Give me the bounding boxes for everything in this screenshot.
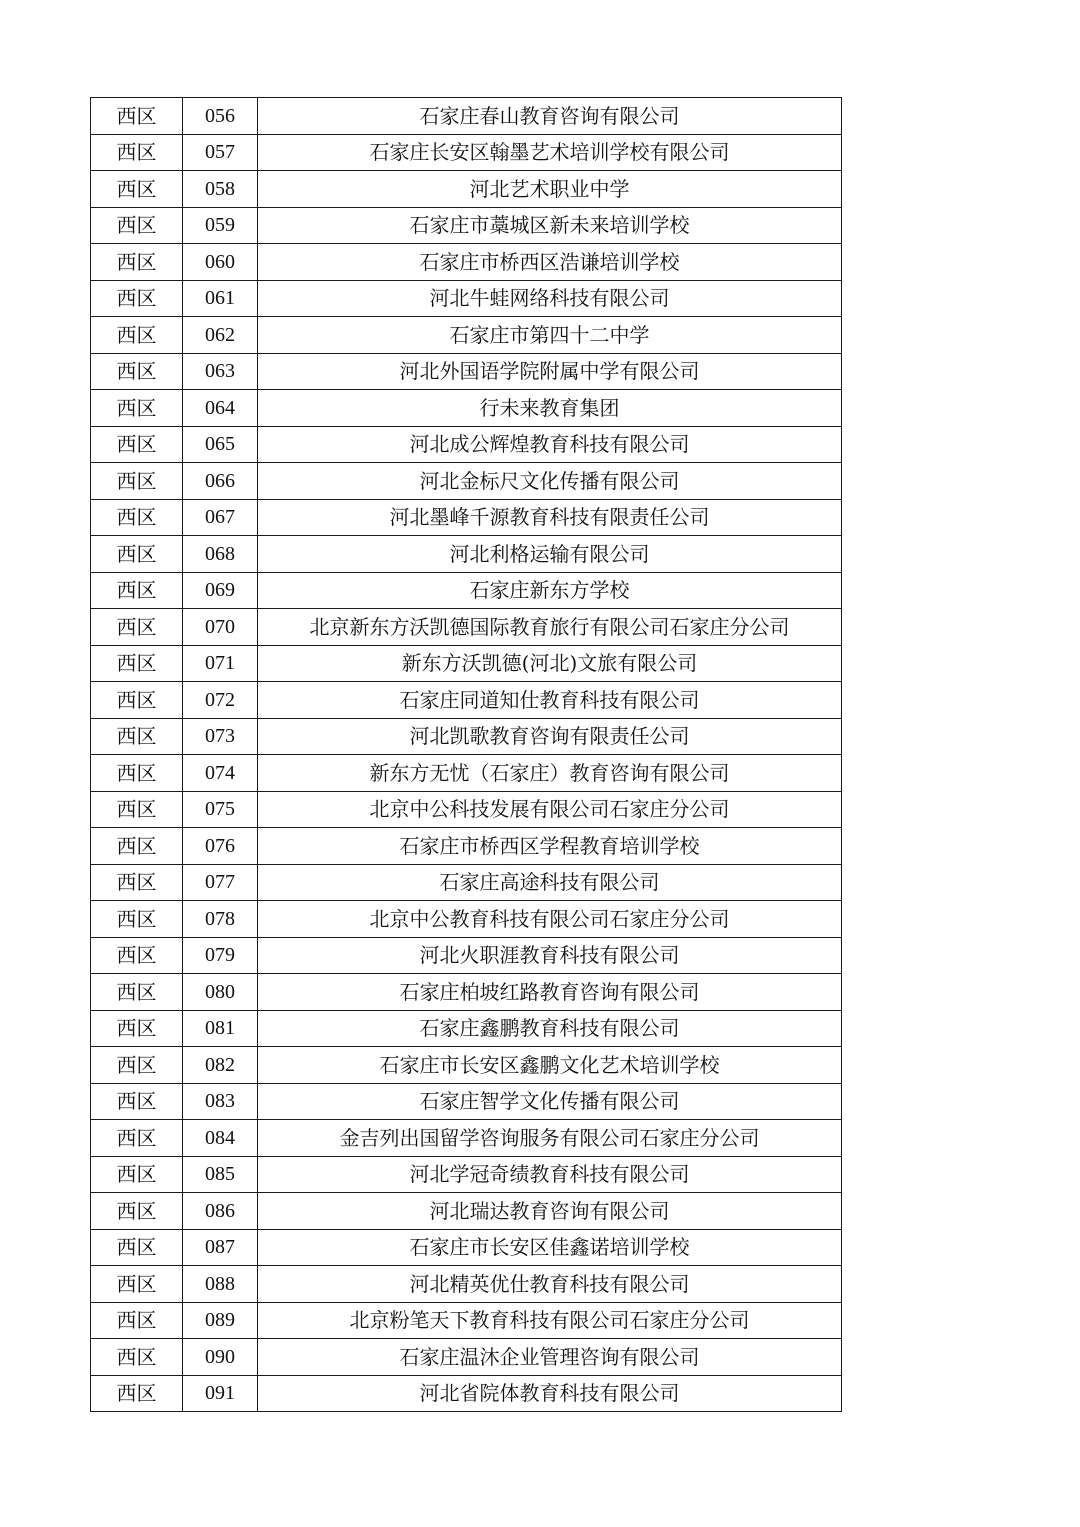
table-row [91, 426, 842, 463]
organization-name-cell: 河北成公辉煌教育科技有限公司 [258, 426, 842, 463]
district-cell: 西区 [91, 171, 183, 208]
district-cell: 西区 [91, 353, 183, 390]
district-cell: 西区 [91, 244, 183, 281]
district-cell: 西区 [91, 1339, 183, 1376]
table-row [91, 1375, 842, 1412]
district-cell: 西区 [91, 280, 183, 317]
organization-name-cell: 河北金标尺文化传播有限公司 [258, 463, 842, 500]
organization-name-cell: 河北外国语学院附属中学有限公司 [258, 353, 842, 390]
table-row [91, 828, 842, 865]
organization-name-cell: 金吉列出国留学咨询服务有限公司石家庄分公司 [258, 1120, 842, 1157]
organization-table-body [91, 98, 842, 1412]
table-row [91, 1193, 842, 1230]
district-cell: 西区 [91, 828, 183, 865]
code-cell: 085 [183, 1156, 258, 1193]
organization-name-cell: 石家庄温沐企业管理咨询有限公司 [258, 1339, 842, 1376]
table-row [91, 280, 842, 317]
table-row [91, 390, 842, 427]
code-cell: 067 [183, 499, 258, 536]
code-cell: 056 [183, 98, 258, 135]
code-cell: 091 [183, 1375, 258, 1412]
code-cell: 065 [183, 426, 258, 463]
code-cell: 087 [183, 1229, 258, 1266]
code-cell: 068 [183, 536, 258, 573]
table-row [91, 901, 842, 938]
table-row [91, 317, 842, 354]
code-cell: 081 [183, 1010, 258, 1047]
code-cell: 089 [183, 1302, 258, 1339]
table-row [91, 134, 842, 171]
district-cell: 西区 [91, 974, 183, 1011]
district-cell: 西区 [91, 645, 183, 682]
table-row [91, 353, 842, 390]
code-cell: 069 [183, 572, 258, 609]
district-cell: 西区 [91, 791, 183, 828]
code-cell: 078 [183, 901, 258, 938]
district-cell: 西区 [91, 536, 183, 573]
table-row [91, 718, 842, 755]
table-row [91, 1266, 842, 1303]
code-cell: 090 [183, 1339, 258, 1376]
organization-table [90, 97, 842, 1412]
code-cell: 075 [183, 791, 258, 828]
organization-name-cell: 石家庄春山教育咨询有限公司 [258, 98, 842, 135]
table-row [91, 791, 842, 828]
code-cell: 072 [183, 682, 258, 719]
table-row [91, 1047, 842, 1084]
district-cell: 西区 [91, 755, 183, 792]
district-cell: 西区 [91, 134, 183, 171]
district-cell: 西区 [91, 1047, 183, 1084]
code-cell: 059 [183, 207, 258, 244]
table-row [91, 974, 842, 1011]
district-cell: 西区 [91, 682, 183, 719]
district-cell: 西区 [91, 1302, 183, 1339]
table-row [91, 937, 842, 974]
organization-name-cell: 石家庄市第四十二中学 [258, 317, 842, 354]
district-cell: 西区 [91, 98, 183, 135]
organization-name-cell: 北京新东方沃凯德国际教育旅行有限公司石家庄分公司 [258, 609, 842, 646]
table-row [91, 645, 842, 682]
organization-name-cell: 北京中公科技发展有限公司石家庄分公司 [258, 791, 842, 828]
table-row [91, 499, 842, 536]
organization-name-cell: 石家庄市长安区佳鑫诺培训学校 [258, 1229, 842, 1266]
district-cell: 西区 [91, 463, 183, 500]
district-cell: 西区 [91, 901, 183, 938]
organization-name-cell: 河北省院体教育科技有限公司 [258, 1375, 842, 1412]
organization-name-cell: 石家庄市桥西区浩谦培训学校 [258, 244, 842, 281]
district-cell: 西区 [91, 572, 183, 609]
table-row [91, 1156, 842, 1193]
table-row [91, 244, 842, 281]
organization-name-cell: 石家庄智学文化传播有限公司 [258, 1083, 842, 1120]
district-cell: 西区 [91, 718, 183, 755]
organization-name-cell: 石家庄高途科技有限公司 [258, 864, 842, 901]
table-row [91, 864, 842, 901]
code-cell: 066 [183, 463, 258, 500]
code-cell: 071 [183, 645, 258, 682]
table-row [91, 572, 842, 609]
table-row [91, 536, 842, 573]
code-cell: 074 [183, 755, 258, 792]
organization-name-cell: 北京中公教育科技有限公司石家庄分公司 [258, 901, 842, 938]
code-cell: 070 [183, 609, 258, 646]
table-row [91, 755, 842, 792]
organization-name-cell: 石家庄长安区翰墨艺术培训学校有限公司 [258, 134, 842, 171]
organization-name-cell: 河北学冠奇绩教育科技有限公司 [258, 1156, 842, 1193]
organization-name-cell: 石家庄鑫鹏教育科技有限公司 [258, 1010, 842, 1047]
district-cell: 西区 [91, 864, 183, 901]
code-cell: 058 [183, 171, 258, 208]
district-cell: 西区 [91, 1156, 183, 1193]
table-row [91, 98, 842, 135]
organization-name-cell: 新东方沃凯德(河北)文旅有限公司 [258, 645, 842, 682]
code-cell: 061 [183, 280, 258, 317]
district-cell: 西区 [91, 426, 183, 463]
table-row [91, 1302, 842, 1339]
table-row [91, 1083, 842, 1120]
district-cell: 西区 [91, 317, 183, 354]
table-row [91, 682, 842, 719]
district-cell: 西区 [91, 1083, 183, 1120]
code-cell: 057 [183, 134, 258, 171]
organization-name-cell: 河北墨峰千源教育科技有限责任公司 [258, 499, 842, 536]
district-cell: 西区 [91, 1375, 183, 1412]
organization-name-cell: 行未来教育集团 [258, 390, 842, 427]
organization-name-cell: 河北凯歌教育咨询有限责任公司 [258, 718, 842, 755]
code-cell: 073 [183, 718, 258, 755]
code-cell: 083 [183, 1083, 258, 1120]
table-row [91, 207, 842, 244]
organization-name-cell: 新东方无忧（石家庄）教育咨询有限公司 [258, 755, 842, 792]
table-row [91, 1339, 842, 1376]
organization-name-cell: 河北瑞达教育咨询有限公司 [258, 1193, 842, 1230]
code-cell: 076 [183, 828, 258, 865]
district-cell: 西区 [91, 207, 183, 244]
district-cell: 西区 [91, 937, 183, 974]
organization-name-cell: 北京粉笔天下教育科技有限公司石家庄分公司 [258, 1302, 842, 1339]
organization-name-cell: 河北牛蛙网络科技有限公司 [258, 280, 842, 317]
district-cell: 西区 [91, 1229, 183, 1266]
code-cell: 062 [183, 317, 258, 354]
organization-name-cell: 河北艺术职业中学 [258, 171, 842, 208]
table-row [91, 1010, 842, 1047]
organization-name-cell: 石家庄市藁城区新未来培训学校 [258, 207, 842, 244]
code-cell: 086 [183, 1193, 258, 1230]
organization-name-cell: 石家庄市长安区鑫鹏文化艺术培训学校 [258, 1047, 842, 1084]
table-row [91, 1120, 842, 1157]
organization-name-cell: 石家庄柏坡红路教育咨询有限公司 [258, 974, 842, 1011]
code-cell: 077 [183, 864, 258, 901]
code-cell: 080 [183, 974, 258, 1011]
code-cell: 084 [183, 1120, 258, 1157]
code-cell: 088 [183, 1266, 258, 1303]
table-row [91, 1229, 842, 1266]
district-cell: 西区 [91, 390, 183, 427]
district-cell: 西区 [91, 1193, 183, 1230]
organization-name-cell: 石家庄新东方学校 [258, 572, 842, 609]
code-cell: 060 [183, 244, 258, 281]
organization-name-cell: 河北利格运输有限公司 [258, 536, 842, 573]
district-cell: 西区 [91, 499, 183, 536]
district-cell: 西区 [91, 1266, 183, 1303]
code-cell: 082 [183, 1047, 258, 1084]
organization-name-cell: 河北火职涯教育科技有限公司 [258, 937, 842, 974]
table-row [91, 609, 842, 646]
code-cell: 063 [183, 353, 258, 390]
table-row [91, 171, 842, 208]
code-cell: 079 [183, 937, 258, 974]
organization-name-cell: 河北精英优仕教育科技有限公司 [258, 1266, 842, 1303]
district-cell: 西区 [91, 1010, 183, 1047]
table-row [91, 463, 842, 500]
district-cell: 西区 [91, 1120, 183, 1157]
district-cell: 西区 [91, 609, 183, 646]
organization-name-cell: 石家庄同道知仕教育科技有限公司 [258, 682, 842, 719]
organization-name-cell: 石家庄市桥西区学程教育培训学校 [258, 828, 842, 865]
code-cell: 064 [183, 390, 258, 427]
